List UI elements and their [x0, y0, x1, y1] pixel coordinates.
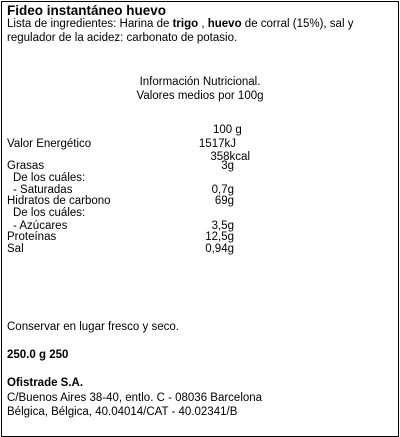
net-quantity: 250.0 g 250 [7, 349, 69, 361]
ingredients-text-2: , [198, 18, 208, 30]
storage-instructions: Conservar en lugar fresco y seco. [7, 321, 179, 333]
nutrition-label-energy: Valor Energético [7, 138, 92, 150]
nutrition-value-salt: 0,94g [205, 243, 234, 255]
nutrition-label-carbs-of-which: De los cuáles: [13, 207, 86, 219]
nutrition-value-energy-kj: 1517kJ [198, 138, 236, 150]
nutrition-label-fat-of-which: De los cuáles: [13, 172, 86, 184]
nutrition-label-salt: Sal [7, 243, 24, 255]
nutrition-value-protein: 12,5g [205, 231, 234, 243]
nutrition-label-sugars: - Azúcares [13, 220, 68, 232]
nutrition-label-protein: Proteínas [7, 231, 57, 243]
nutrition-label-fat: Grasas [7, 160, 45, 172]
nutrition-value-carbohydrate: 69g [214, 195, 234, 207]
nutrition-value-sugars: 3,5g [211, 220, 234, 232]
company-address: C/Buenos Aires 38-40, entlo. C - 08036 Barcelona [7, 392, 263, 404]
company-name: Ofistrade S.A. [7, 377, 84, 389]
nutrition-heading: Información Nutricional. [139, 76, 261, 88]
ingredients-list [7, 17, 391, 45]
ingredients-text-3: de corral (15%), sal y regulador de la acidez: carbonato de potasio. [7, 18, 354, 44]
company-registry: Bélgica, Bélgica, 40.04014/CAT - 40.02341/B [7, 406, 238, 418]
ingredient-wheat: trigo [172, 18, 199, 30]
product-title: Fideo instantáneo huevo [7, 3, 167, 18]
nutrition-per-amount: 100 g [213, 124, 242, 136]
nutrition-subheading: Valores medios por 100g [136, 90, 264, 102]
nutrition-label-saturates: - Saturadas [13, 184, 73, 196]
nutrition-value-fat: 3g [221, 160, 234, 172]
ingredient-egg: huevo [207, 18, 242, 30]
nutrition-value-energy-kcal: 358kcal [210, 151, 250, 163]
nutrition-label-carbohydrate: Hidratos de carbono [7, 195, 111, 207]
ingredients-text-1: Lista de ingredientes: Harina de [7, 18, 173, 30]
nutrition-value-saturates: 0,7g [211, 184, 234, 196]
